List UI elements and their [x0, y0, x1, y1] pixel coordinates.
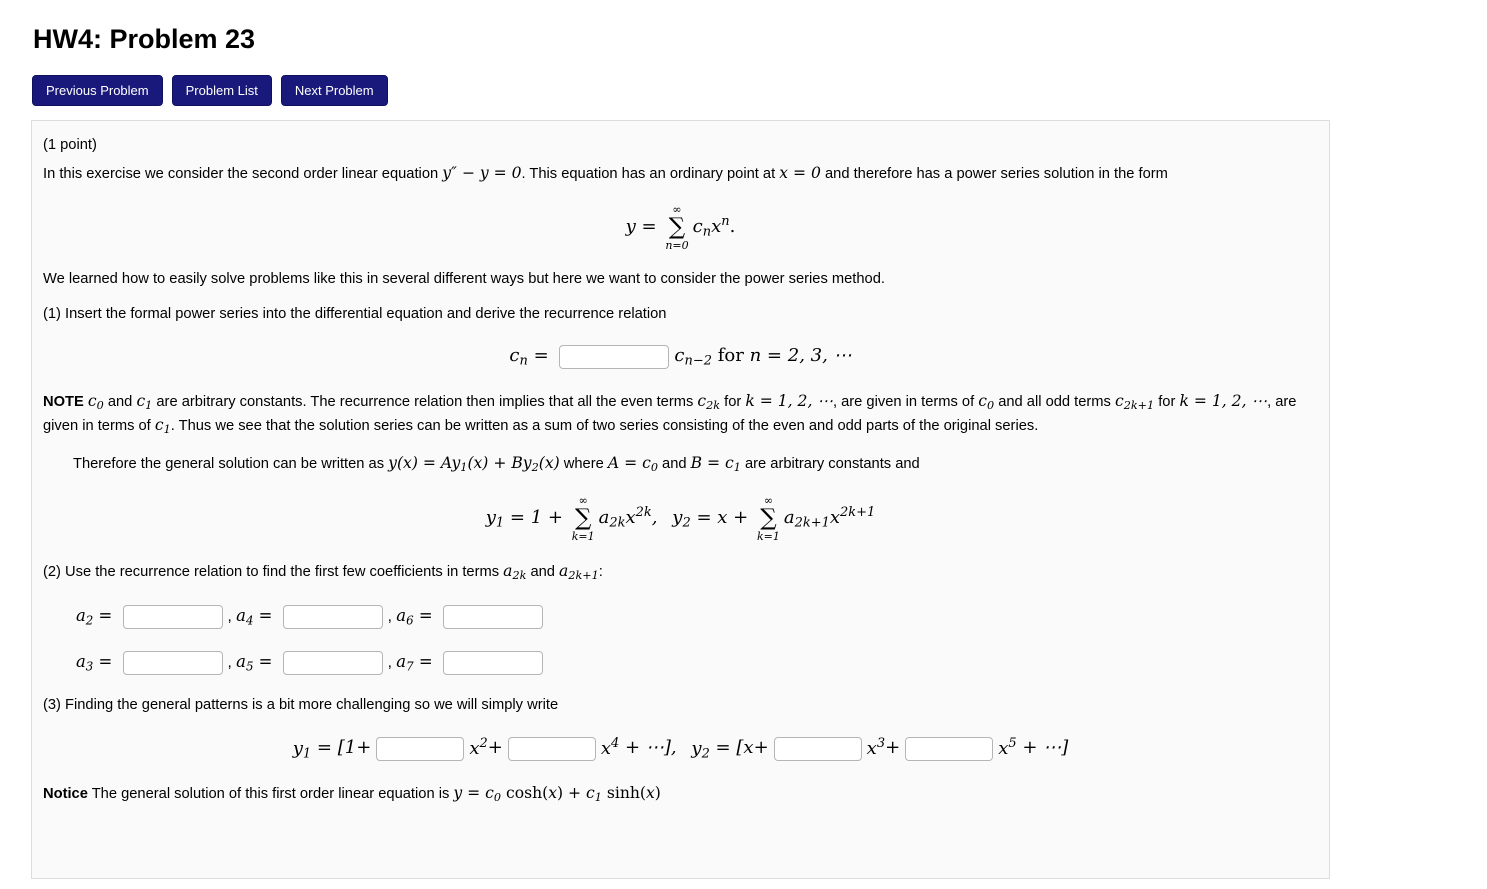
- math-sub-run: $c_0$: [87, 391, 104, 412]
- math-sub-run: $c_n$: [509, 345, 528, 369]
- equation-y1-y2: [43, 495, 1318, 542]
- problem-intro-text: [43, 162, 1318, 185]
- math-run: (x): [538, 454, 560, 473]
- text-run: where: [559, 456, 608, 473]
- math-sub-run: $c_1$: [586, 784, 602, 805]
- math-run: y =: [625, 215, 663, 237]
- answer-input[interactable]: [376, 737, 464, 761]
- math-sup-run: $x^3$: [866, 735, 886, 759]
- answer-input[interactable]: [559, 345, 669, 369]
- math-run: x: [548, 784, 557, 803]
- math-sub-run: $a_{2k}$: [503, 561, 527, 583]
- text-run: . Thus we see that the solution series can be written as a sum of two series consisting of the even and odd parts of the original series.: [170, 418, 1039, 435]
- math-sub-run: $c_0$: [485, 784, 502, 805]
- math-roman-run: cosh(: [501, 784, 549, 803]
- summation-sigma-icon: ∞ ∑ n=0: [665, 202, 689, 252]
- math-roman-run: for: [712, 345, 750, 367]
- text-run: are arbitrary constants. The recurrence relation then implies that all the even terms: [152, 393, 698, 410]
- text-run: (1) Insert the formal power series into the differential equation and derive the recurrence relation: [43, 305, 667, 322]
- math-sub-run: $c_1$: [725, 454, 741, 475]
- answer-input[interactable]: [123, 605, 223, 629]
- math-sub-run: $y_2$: [522, 454, 539, 475]
- math-sub-run: $y_1$: [451, 454, 468, 475]
- math-run: y =: [453, 784, 486, 803]
- math-sub-run: $a_6$: [396, 606, 414, 628]
- math-sub-run: $c_n$: [692, 215, 712, 240]
- text-run: are arbitrary constants and: [740, 456, 920, 473]
- math-run: y(x) = A: [388, 454, 452, 473]
- points-label: (1 point): [43, 137, 97, 153]
- math-run: (x) + B: [467, 454, 523, 473]
- math-run: =: [413, 651, 438, 671]
- answer-input[interactable]: [283, 651, 383, 675]
- math-run: =: [253, 606, 278, 626]
- coefficients-odd-row: [76, 650, 1318, 675]
- equation-power-series: [43, 204, 1318, 251]
- para-step1: [43, 304, 1318, 325]
- previous-problem-button[interactable]: Previous Problem: [32, 75, 163, 106]
- math-sub-run: $c_{n-2}$: [674, 345, 712, 369]
- math-sub-run: $c_{2k}$: [697, 391, 721, 412]
- bold-text-run: NOTE: [43, 393, 88, 410]
- text-run: and: [657, 456, 691, 473]
- math-run: =: [413, 606, 438, 626]
- bold-text-run: Notice: [43, 786, 88, 803]
- problem-nav: [32, 75, 1487, 106]
- summation-sigma-icon: ∞ ∑ k=1: [571, 493, 595, 543]
- math-run: n = 2, 3, ⋯: [749, 345, 852, 367]
- summation-sigma-icon: ∞ ∑ k=1: [756, 493, 780, 543]
- math-sub-run: $c_{2k+1}$: [1114, 391, 1155, 412]
- text-run: and: [103, 393, 137, 410]
- math-sub-run: $a_4$: [236, 606, 254, 628]
- math-sup-run: $x^2$: [469, 735, 488, 759]
- math-sub-run: $y_1$: [292, 737, 312, 762]
- answer-input[interactable]: [123, 651, 223, 675]
- para-general-solution: [73, 452, 1318, 476]
- text-run: We learned how to easily solve problems like this in several different ways but here we want to consider the power series method.: [43, 270, 885, 287]
- math-run: = [x+: [709, 737, 769, 759]
- text-run: In this exercise we consider the second order linear equation: [43, 166, 443, 183]
- math-sub-run: $y_2$: [691, 737, 710, 762]
- text-run: ,: [387, 653, 397, 671]
- page-title: HW4: Problem 23: [33, 24, 256, 54]
- math-sub-run: $c_0$: [978, 391, 995, 412]
- math-run: =: [93, 606, 118, 626]
- para-note: [43, 390, 1318, 439]
- math-sub-run: $c_1$: [154, 416, 171, 437]
- math-sub-run: $a_5$: [236, 651, 254, 674]
- para-step2: [43, 560, 1318, 584]
- math-run: k = 1, 2, ⋯: [1179, 391, 1268, 410]
- math-roman-run: sinh(: [601, 784, 646, 803]
- math-run: = 1 +: [504, 506, 569, 528]
- math-run: k = 1, 2, ⋯: [745, 391, 833, 410]
- math-sup-run: $x^{2k+1}$: [829, 504, 876, 528]
- math-sub-run: $a_3$: [76, 651, 94, 674]
- problem-box: [31, 120, 1330, 879]
- math-sub-run: $c_1$: [136, 391, 153, 412]
- para-notice: [43, 782, 1318, 806]
- math-sub-run: $a_{2k+1}$: [783, 506, 830, 531]
- math-run: = x +: [690, 506, 754, 528]
- math-run: = [1+: [311, 737, 372, 759]
- next-problem-button[interactable]: Next Problem: [281, 75, 388, 106]
- text-run: and: [526, 563, 560, 580]
- math-run: ,: [651, 506, 673, 528]
- math-roman-run: ) +: [557, 784, 587, 803]
- para-methods: [43, 269, 1318, 290]
- math-run: =: [253, 651, 278, 671]
- problem-list-button[interactable]: Problem List: [172, 75, 272, 106]
- para-step3: [43, 695, 1318, 716]
- text-run: and therefore has a power series solution in the form: [820, 166, 1168, 183]
- math-run: + ⋯],: [619, 737, 692, 759]
- text-run: . This equation has an ordinary point at: [521, 166, 780, 183]
- math-sub-run: $y_1$: [485, 506, 505, 531]
- text-run: :: [598, 563, 603, 580]
- answer-input[interactable]: [283, 605, 383, 629]
- text-run: The general solution of this first order linear equation is: [87, 786, 454, 803]
- answer-input[interactable]: [443, 605, 543, 629]
- math-sub-run: $a_2$: [76, 606, 94, 628]
- math-sup-run: $x^{2k}$: [625, 504, 652, 528]
- text-run: ,: [227, 608, 237, 626]
- math-run: + ⋯]: [1016, 737, 1069, 759]
- math-run: A =: [607, 454, 643, 473]
- text-run: , are given in terms of: [43, 393, 1301, 435]
- text-run: (3) Finding the general patterns is a bit more challenging so we will simply write: [43, 697, 559, 714]
- equation-recurrence: [43, 343, 1318, 371]
- text-run: ,: [387, 608, 397, 626]
- math-run: =: [527, 345, 555, 367]
- answer-input[interactable]: [443, 651, 543, 675]
- text-run: Therefore the general solution can be written as: [73, 456, 389, 473]
- math-run: =: [93, 651, 118, 671]
- math-sub-run: $a_7$: [396, 651, 414, 674]
- math-sub-run: $a_{2k}$: [598, 506, 626, 531]
- math-run: x = 0: [779, 164, 821, 183]
- answer-input[interactable]: [774, 737, 862, 761]
- text-run: and all odd terms: [994, 393, 1115, 410]
- equation-pattern: [43, 734, 1318, 764]
- coefficients-even-row: [76, 604, 1318, 629]
- text-run: for: [720, 393, 746, 410]
- math-sub-run: $y_2$: [672, 506, 691, 531]
- math-sub-run: $a_{2k+1}$: [559, 561, 599, 583]
- answer-input[interactable]: [905, 737, 993, 761]
- math-run: +: [885, 737, 901, 759]
- math-run: x: [646, 784, 655, 803]
- text-run: ,: [227, 653, 237, 671]
- math-roman-run: ): [654, 784, 661, 803]
- math-sup-run: $x^n$: [711, 213, 730, 237]
- answer-input[interactable]: [508, 737, 596, 761]
- text-run: for: [1154, 393, 1180, 410]
- math-run: y″ − y = 0: [442, 164, 522, 183]
- math-sup-run: $x^5$: [998, 735, 1017, 759]
- math-roman-run: .: [729, 215, 736, 237]
- text-run: (2) Use the recurrence relation to find the first few coefficients in terms: [43, 563, 504, 580]
- math-run: +: [487, 737, 503, 759]
- math-run: B =: [690, 454, 726, 473]
- math-sup-run: $x^4$: [600, 735, 620, 759]
- text-run: , are given in terms of: [832, 393, 979, 410]
- math-sub-run: $c_0$: [642, 454, 658, 475]
